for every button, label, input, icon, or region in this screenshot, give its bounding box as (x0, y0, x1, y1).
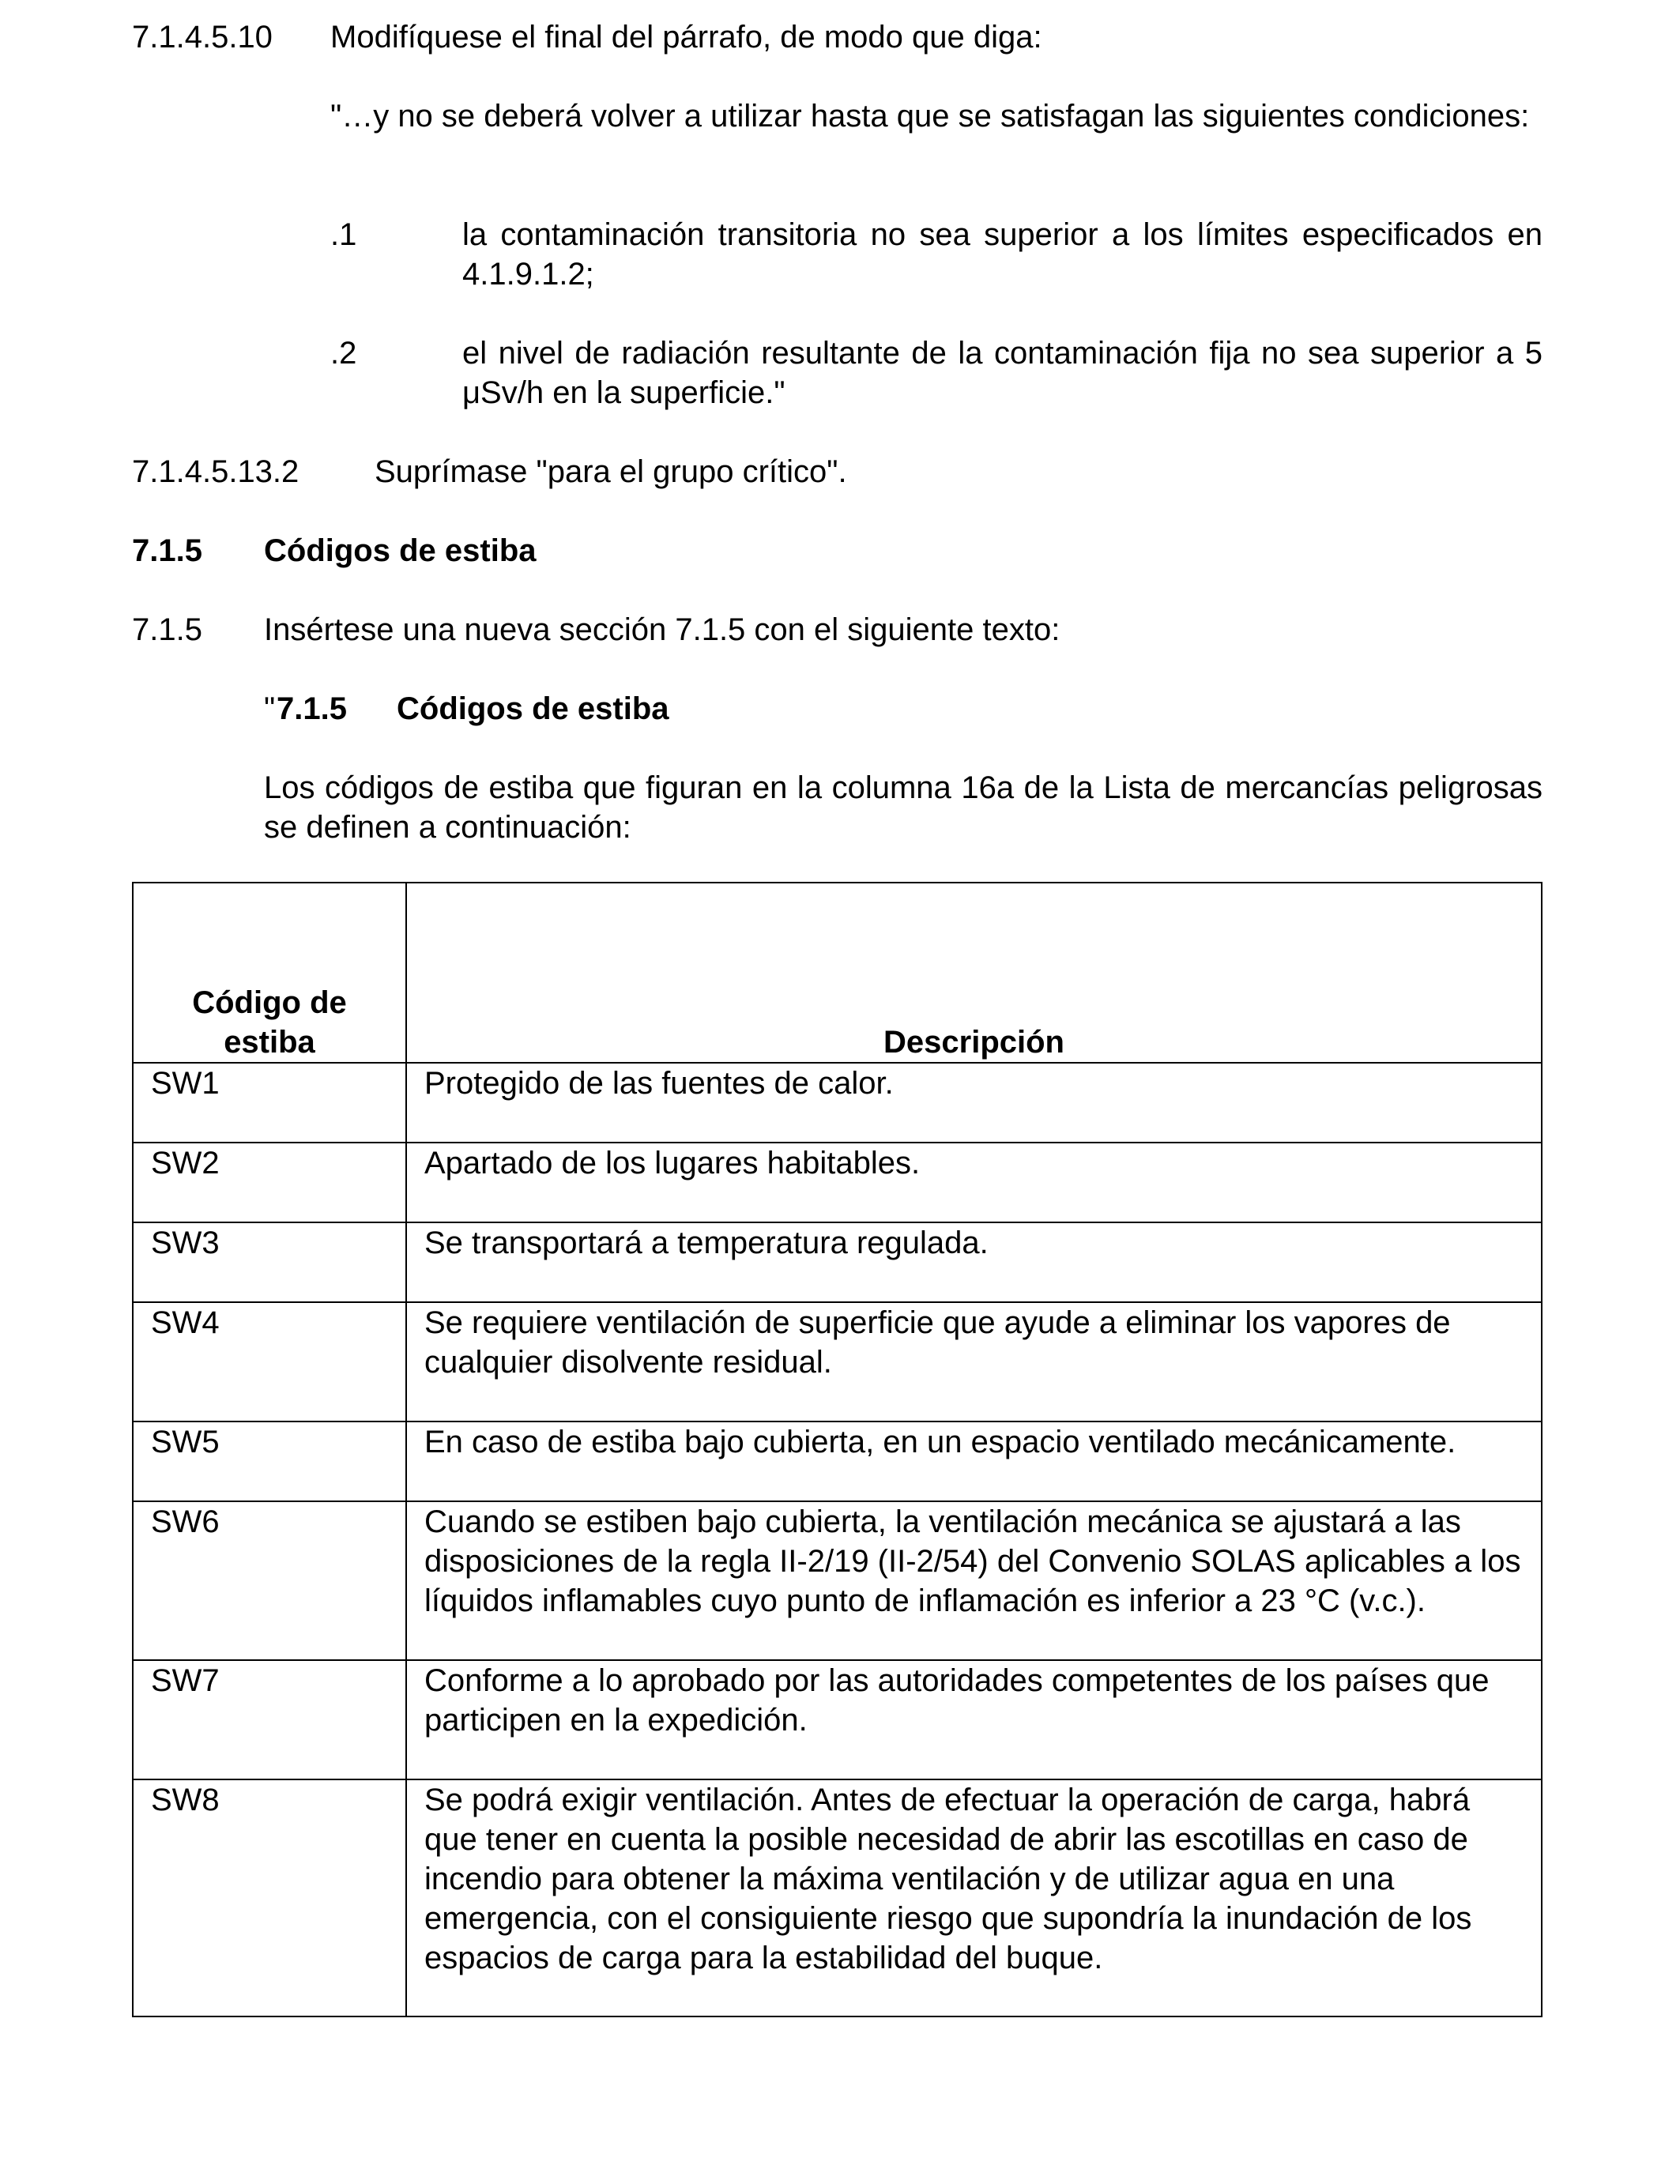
column-header-code: Código de estiba (133, 883, 406, 1063)
description-cell: Apartado de los lugares habitables. (406, 1143, 1542, 1222)
description-cell: Cuando se estiben bajo cubierta, la ventilación mecánica se ajustará a las disposiciones de la regla II-2/19 (II-2/54) del Convenio SOLAS aplicables a los líquidos inflamables cuyo punto de inflamación es inferior a 23 °C (v.c.). (406, 1501, 1542, 1660)
description-cell: Se transportará a temperatura regulada. (406, 1222, 1542, 1302)
description-cell: Se requiere ventilación de superficie que ayude a eliminar los vapores de cualquier disolvente residual. (406, 1302, 1542, 1421)
table-row (133, 1421, 1542, 1501)
column-header-description: Descripción (406, 883, 1542, 1063)
amendment-number: 7.1.5 (132, 612, 202, 647)
list-item-number: .1 (330, 217, 357, 252)
amendment-number: 7.1.4.5.10 (132, 20, 273, 55)
code-cell: SW2 (133, 1143, 406, 1222)
list-item-text: la contaminación transitoria no sea superior a los límites especificados en 4.1.9.1.2; (462, 217, 1543, 292)
code-cell: SW3 (133, 1222, 406, 1302)
description-cell: En caso de estiba bajo cubierta, en un espacio ventilado mecánicamente. (406, 1421, 1542, 1501)
table-row (133, 1501, 1542, 1660)
list-item-number: .2 (330, 336, 357, 371)
table-row (133, 1302, 1542, 1421)
quote-mark: " (264, 691, 276, 726)
inserted-paragraph: Los códigos de estiba que figuran en la columna 16a de la Lista de mercancías peligrosas se definen a continuación: (264, 770, 1543, 845)
amendment-number: 7.1.4.5.13.2 (132, 454, 299, 489)
stowage-codes-table (132, 882, 1543, 2017)
code-cell: SW6 (133, 1501, 406, 1660)
amendment-text: Suprímase "para el grupo crítico". (375, 454, 847, 489)
inserted-heading-number: 7.1.5 (277, 691, 347, 726)
description-cell: Protegido de las fuentes de calor. (406, 1063, 1542, 1143)
list-item-text: el nivel de radiación resultante de la contaminación fija no sea superior a 5 μSv/h en la superficie." (462, 336, 1543, 410)
section-title: Códigos de estiba (264, 533, 537, 568)
code-cell: SW4 (133, 1302, 406, 1421)
table-row (133, 1222, 1542, 1302)
table-row (133, 1660, 1542, 1779)
code-cell: SW1 (133, 1063, 406, 1143)
amendment-text: Modifíquese el final del párrafo, de modo que diga: (330, 20, 1042, 55)
section-number: 7.1.5 (132, 533, 202, 568)
amendment-text: Insértese una nueva sección 7.1.5 con el siguiente texto: (264, 612, 1060, 647)
table-row (133, 1063, 1542, 1143)
table-row (133, 1779, 1542, 2016)
amendment-quote: "…y no se deberá volver a utilizar hasta que se satisfagan las siguientes condiciones: (330, 99, 1530, 134)
table-row (133, 1143, 1542, 1222)
description-cell: Se podrá exigir ventilación. Antes de efectuar la operación de carga, habrá que tener en cuenta la posible necesidad de abrir las escotillas en caso de incendio para obtener la máxima ventilación y de utilizar agua en una emergencia, con el consiguiente riesgo que supondría la inundación de los espacios de carga para la estabilidad del buque. (406, 1779, 1542, 2016)
description-cell: Conforme a lo aprobado por las autoridades competentes de los países que participen en la expedición. (406, 1660, 1542, 1779)
code-cell: SW8 (133, 1779, 406, 2016)
inserted-heading-title: Códigos de estiba (397, 691, 669, 726)
code-cell: SW5 (133, 1421, 406, 1501)
code-cell: SW7 (133, 1660, 406, 1779)
table-header-row (133, 883, 1542, 1063)
